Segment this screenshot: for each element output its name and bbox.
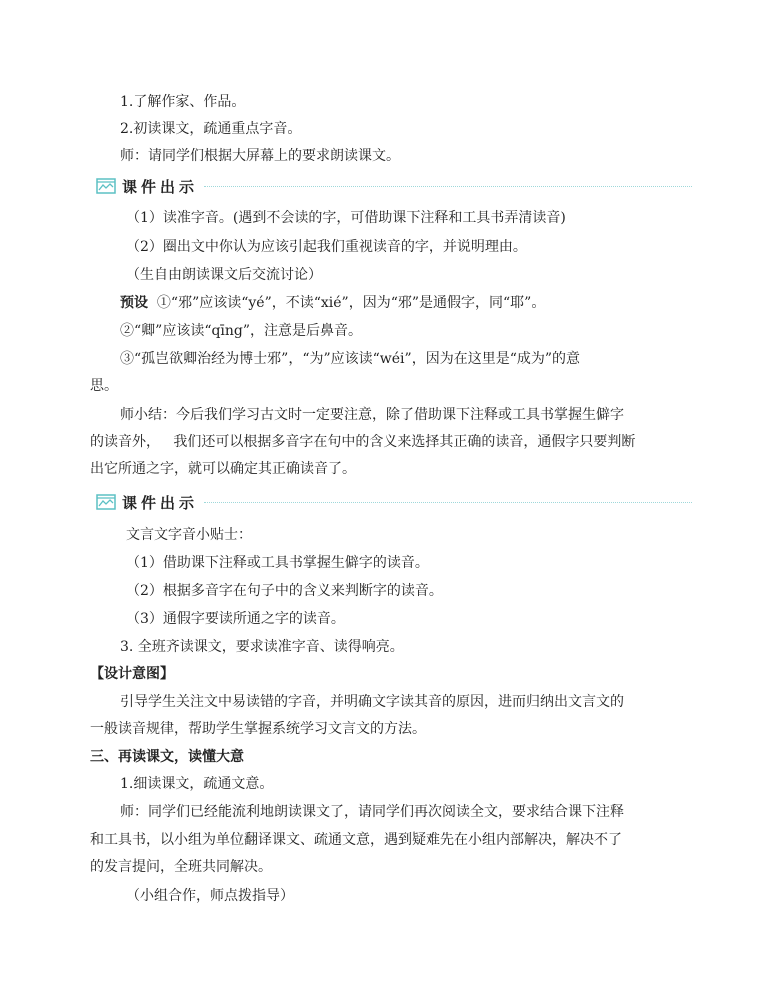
summary-line-2: 的读音外， 我们还可以根据多音字在句中的含义来选择其正确的读音，通假字只要判断 bbox=[90, 434, 636, 450]
summary-line-1: 师小结：今后我们学习古文时一定要注意，除了借助课下注释或工具书掌握生僻字 bbox=[120, 407, 624, 423]
slide1-requirement-2: （2）圈出文中你认为应该引起我们重视读音的字，并说明理由。 bbox=[126, 239, 527, 255]
slide-header-2 bbox=[96, 492, 692, 512]
section3-teacher-line-2: 和工具书，以小组为单位翻译课文、疏通文意，遇到疑难先在小组内部解决，解决不了 bbox=[90, 832, 622, 848]
design-line-2: 一般读音规律，帮助学生掌握系统学习文言文的方法。 bbox=[90, 721, 426, 737]
preset-label: 预设 bbox=[120, 295, 148, 311]
slide-rule-2 bbox=[204, 502, 692, 503]
slide-header-1 bbox=[96, 176, 692, 196]
preset-3-line-1: ③“孤岂欲卿治经为博士邪”，“为”应该读“wéi”，因为在这里是“成为”的意 bbox=[120, 351, 581, 367]
tip-2: （2）根据多音字在句子中的含义来判断字的读音。 bbox=[126, 583, 443, 599]
slide1-discussion-note: （生自由朗读课文后交流讨论） bbox=[126, 267, 322, 283]
section3-teacher-line-1: 师：同学们已经能流利地朗读课文了，请同学们再次阅读全文，要求结合课下注释 bbox=[120, 804, 624, 820]
preset-2: ②“卿”应该读“qīng”，注意是后鼻音。 bbox=[120, 323, 363, 339]
slide-rule-1 bbox=[204, 186, 692, 187]
slide1-requirement-1: （1）读准字音。(遇到不会读的字，可借助课下注释和工具书弄清读音) bbox=[126, 210, 566, 226]
tip-3: （3）通假字要读所通之字的读音。 bbox=[126, 611, 345, 627]
slide-title-1: 课件出示 bbox=[122, 177, 199, 196]
preset-3-line-2: 思。 bbox=[90, 378, 118, 394]
summary-line-3: 出它所通之字，就可以确定其正确读音了。 bbox=[90, 461, 356, 477]
slide1-preset-1-line bbox=[120, 293, 545, 313]
intro-item-3: 3. 全班齐读课文，要求读准字音、读得响亮。 bbox=[120, 639, 404, 655]
preset-1: ①“邪”应该读“yé”，不读“xié”，因为“邪”是通假字，同“耶”。 bbox=[156, 295, 546, 311]
section3-teacher-line-3: 的发言提问，全班共同解决。 bbox=[90, 859, 272, 875]
tips-title: 文言文字音小贴士： bbox=[126, 527, 252, 543]
intro-teacher-line: 师：请同学们根据大屏幕上的要求朗读课文。 bbox=[120, 148, 400, 164]
chart-window-icon bbox=[96, 494, 116, 510]
section3-group-note: （小组合作，师点拨指导） bbox=[126, 888, 294, 904]
chart-window-icon bbox=[96, 178, 116, 194]
tip-1: （1）借助课下注释或工具书掌握生僻字的读音。 bbox=[126, 555, 429, 571]
intro-item-2: 2.初读课文，疏通重点字音。 bbox=[120, 121, 302, 137]
section3-item-1: 1.细读课文，疏通文意。 bbox=[120, 776, 274, 792]
design-line-1: 引导学生关注文中易读错的字音，并明确文字读其音的原因，进而归纳出文言文的 bbox=[120, 694, 624, 710]
slide-title-2: 课件出示 bbox=[122, 493, 199, 512]
section-3-heading: 三、再读课文，读懂大意 bbox=[90, 749, 244, 765]
intro-item-1: 1.了解作家、作品。 bbox=[120, 94, 246, 110]
design-heading: 【设计意图】 bbox=[90, 666, 174, 682]
